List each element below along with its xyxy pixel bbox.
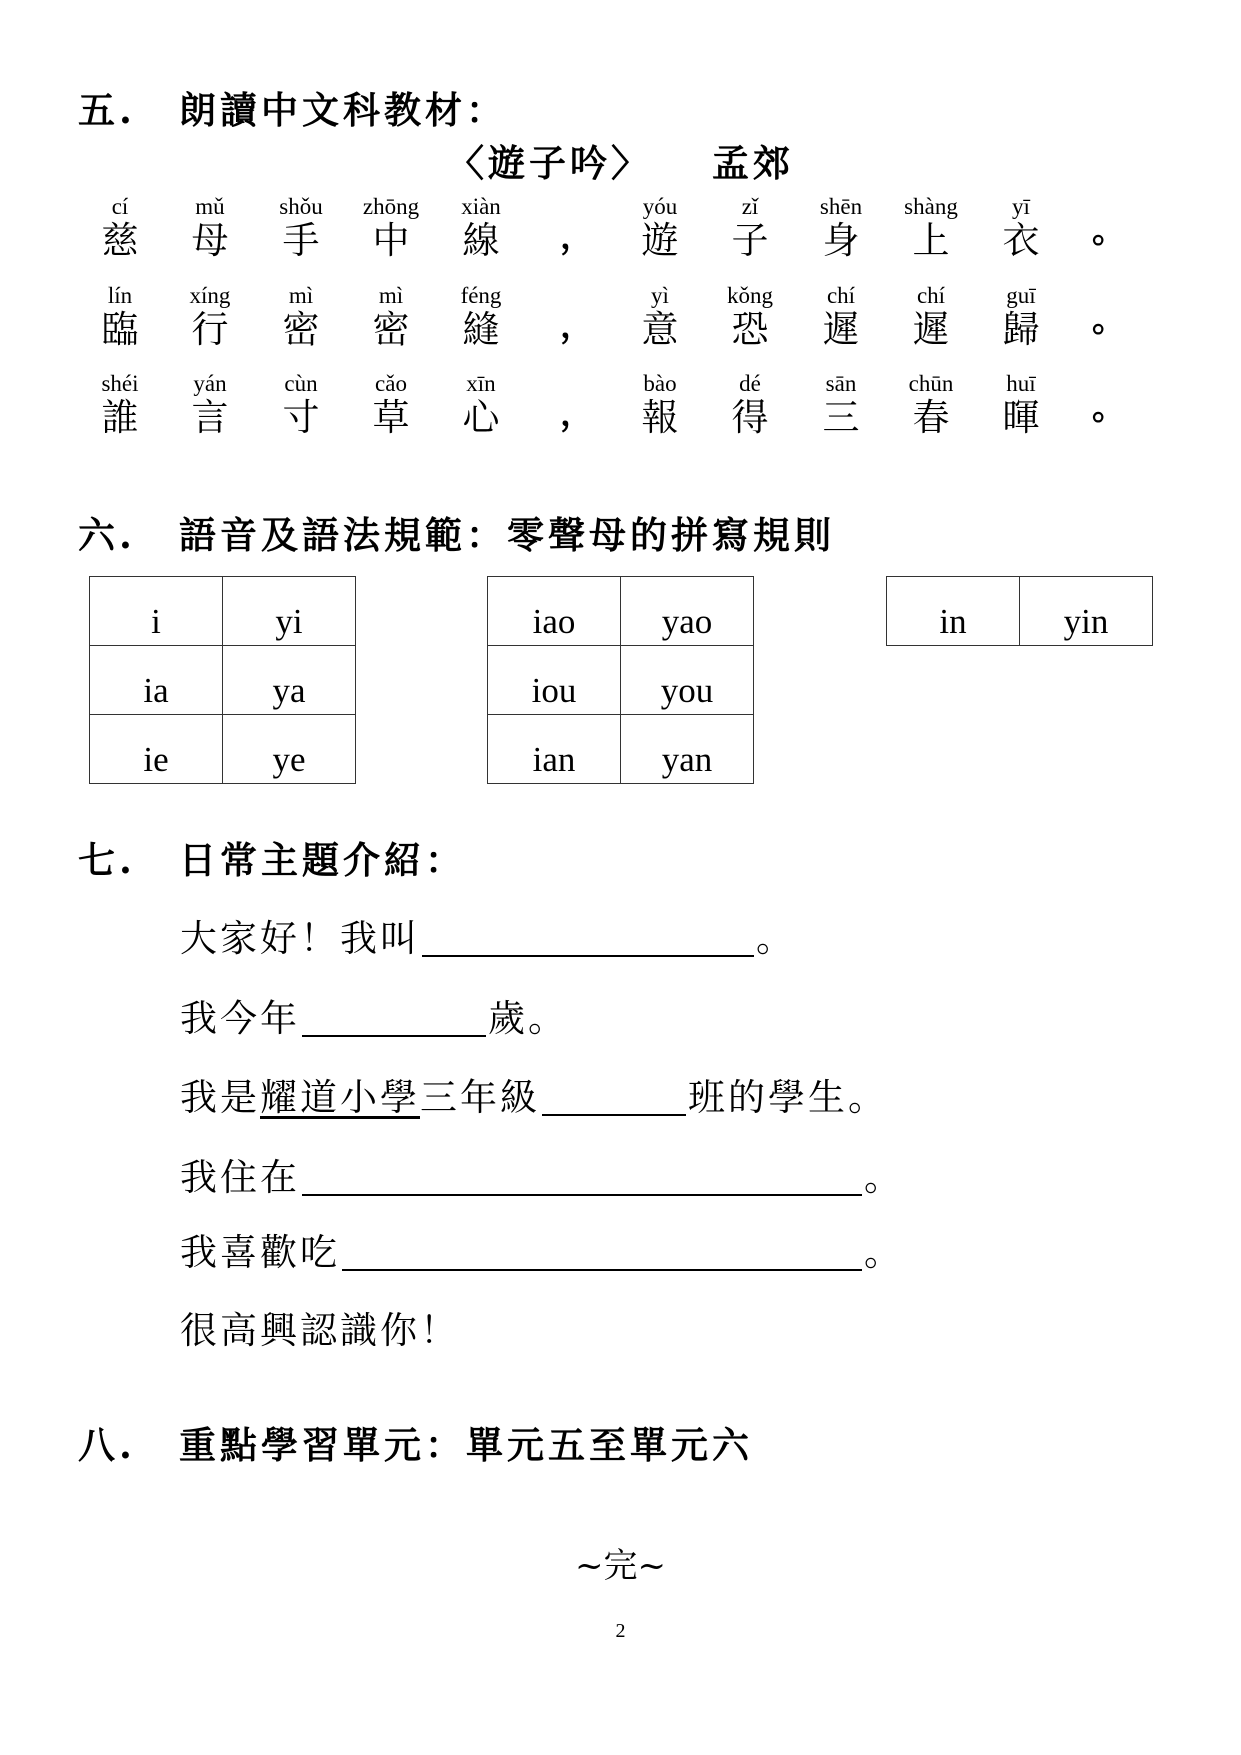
- comma: ，: [560, 394, 594, 434]
- section-title: 重點學習單元：單元五至單元六: [179, 1423, 753, 1467]
- pinyin: guī: [1006, 283, 1036, 308]
- pinyin: zǐ: [741, 194, 759, 219]
- poem-body: [0, 0, 1241, 460]
- pinyin: mì: [288, 283, 314, 308]
- table-cell: yao: [621, 577, 754, 646]
- intro-text: 大家好！我叫: [180, 917, 420, 960]
- pinyin: yóu: [642, 194, 678, 219]
- hanzi: 遊: [641, 219, 679, 262]
- pinyin: zhōng: [362, 194, 420, 219]
- poem-author: 孟郊: [712, 141, 794, 185]
- food-blank[interactable]: [342, 1233, 862, 1271]
- hanzi: 暉: [1002, 396, 1040, 439]
- pinyin: kǒng: [727, 283, 773, 308]
- hanzi: 寸: [282, 396, 320, 439]
- hanzi: 得: [731, 396, 769, 439]
- hanzi: 言: [191, 396, 229, 439]
- section-number: 八.: [78, 1423, 136, 1467]
- hanzi: 身: [822, 219, 860, 262]
- pinyin: shéi: [101, 371, 139, 396]
- spelling-table-2: [487, 576, 754, 784]
- hanzi: 密: [282, 308, 320, 351]
- poem-title: 〈遊子吟〉: [447, 141, 652, 185]
- intro-text: 。: [864, 1156, 904, 1199]
- pinyin: chí: [916, 283, 946, 308]
- pinyin: mì: [378, 283, 404, 308]
- pinyin: shēn: [819, 194, 863, 219]
- intro-text: 我是: [180, 1076, 260, 1119]
- end-mark: ~完~: [575, 1546, 666, 1586]
- intro-text: 。: [756, 917, 796, 960]
- intro-line-greeting: [180, 1300, 460, 1354]
- hanzi: 中: [372, 219, 410, 262]
- table-cell: ian: [488, 715, 621, 784]
- pinyin: bào: [643, 371, 677, 396]
- section-6-heading: [78, 505, 978, 555]
- full-stop: 。: [1092, 388, 1126, 428]
- pinyin: chí: [826, 283, 856, 308]
- section-7-heading: [78, 830, 678, 880]
- hanzi: 心: [462, 396, 500, 439]
- intro-text: 我住在: [180, 1156, 300, 1199]
- section-title: 日常主題介紹：: [179, 838, 466, 882]
- table-row: [488, 646, 754, 715]
- pinyin: cǎo: [375, 371, 407, 396]
- section-number: 六.: [78, 513, 136, 557]
- class-blank[interactable]: [542, 1078, 686, 1116]
- hanzi: 歸: [1002, 308, 1040, 351]
- pinyin: lín: [107, 283, 133, 308]
- intro-line-name: [180, 908, 796, 962]
- intro-text: 歲。: [488, 997, 568, 1040]
- pinyin: sān: [825, 371, 857, 396]
- pinyin: xíng: [189, 283, 231, 308]
- pinyin: féng: [460, 283, 502, 308]
- table-cell: yi: [223, 577, 356, 646]
- intro-text: 我今年: [180, 997, 300, 1040]
- table-cell: you: [621, 646, 754, 715]
- pinyin: dé: [739, 371, 761, 396]
- pinyin: yán: [193, 371, 227, 396]
- hanzi: 草: [372, 396, 410, 439]
- age-blank[interactable]: [302, 999, 486, 1037]
- hanzi: 恐: [731, 308, 769, 351]
- pinyin: shǒu: [279, 194, 323, 219]
- hanzi: 縫: [462, 308, 500, 351]
- hanzi: 遲: [822, 308, 860, 351]
- table-row: [488, 577, 754, 646]
- table-row: [90, 646, 356, 715]
- intro-text: 班的學生。: [688, 1076, 888, 1119]
- table-cell: i: [90, 577, 223, 646]
- page-number: 2: [615, 1620, 626, 1642]
- pinyin: cùn: [284, 371, 318, 396]
- full-stop: 。: [1092, 211, 1126, 251]
- table-cell: ye: [223, 715, 356, 784]
- hanzi: 臨: [101, 308, 139, 351]
- section-8-heading: [78, 1415, 978, 1465]
- hanzi: 誰: [101, 396, 139, 439]
- table-cell: iou: [488, 646, 621, 715]
- hanzi: 三: [822, 396, 860, 439]
- hanzi: 意: [641, 308, 679, 351]
- hanzi: 春: [912, 396, 950, 439]
- hanzi: 線: [462, 219, 500, 262]
- pinyin: cí: [111, 194, 129, 219]
- section-number: 七.: [78, 838, 136, 882]
- intro-line-age: [180, 988, 568, 1042]
- hanzi: 衣: [1002, 219, 1040, 262]
- hanzi: 慈: [101, 219, 139, 262]
- table-row: [488, 715, 754, 784]
- pinyin: shàng: [904, 194, 958, 219]
- intro-line-address: [180, 1147, 904, 1201]
- table-row: [90, 715, 356, 784]
- hanzi: 上: [912, 219, 950, 262]
- table-cell: in: [887, 577, 1020, 646]
- intro-text: 三年級: [420, 1076, 540, 1119]
- table-row: [90, 577, 356, 646]
- table-cell: yin: [1020, 577, 1153, 646]
- address-blank[interactable]: [302, 1158, 862, 1196]
- table-cell: ya: [223, 646, 356, 715]
- section-number: 五.: [78, 88, 136, 132]
- school-name: 耀道小學: [260, 1076, 420, 1119]
- intro-line-class: [180, 1067, 888, 1121]
- pinyin: xīn: [466, 371, 496, 396]
- table-cell: ia: [90, 646, 223, 715]
- intro-text: 很高興認識你！: [180, 1309, 460, 1352]
- table-cell: yan: [621, 715, 754, 784]
- hanzi: 母: [191, 219, 229, 262]
- hanzi: 手: [282, 219, 320, 262]
- section-title: 語音及語法規範：零聲母的拼寫規則: [179, 513, 835, 557]
- spelling-table-1: [89, 576, 356, 784]
- hanzi: 行: [191, 308, 229, 351]
- hanzi: 子: [731, 219, 769, 262]
- comma: ，: [560, 217, 594, 257]
- name-blank[interactable]: [422, 919, 754, 957]
- hanzi: 密: [372, 308, 410, 351]
- pinyin: yì: [651, 283, 669, 308]
- pinyin: yī: [1012, 194, 1030, 219]
- pinyin: chūn: [908, 371, 954, 396]
- intro-text: 。: [864, 1231, 904, 1274]
- hanzi: 報: [641, 396, 679, 439]
- pinyin: xiàn: [461, 194, 501, 219]
- comma: ，: [560, 306, 594, 346]
- pinyin: huī: [1006, 371, 1036, 396]
- intro-text: 我喜歡吃: [180, 1231, 340, 1274]
- table-cell: iao: [488, 577, 621, 646]
- table-row: [887, 577, 1153, 646]
- spelling-table-3: [886, 576, 1153, 646]
- pinyin: mǔ: [195, 194, 225, 219]
- full-stop: 。: [1092, 300, 1126, 340]
- hanzi: 遲: [912, 308, 950, 351]
- intro-line-food: [180, 1222, 904, 1276]
- section-title: 朗讀中文科教材：: [179, 88, 507, 132]
- table-cell: ie: [90, 715, 223, 784]
